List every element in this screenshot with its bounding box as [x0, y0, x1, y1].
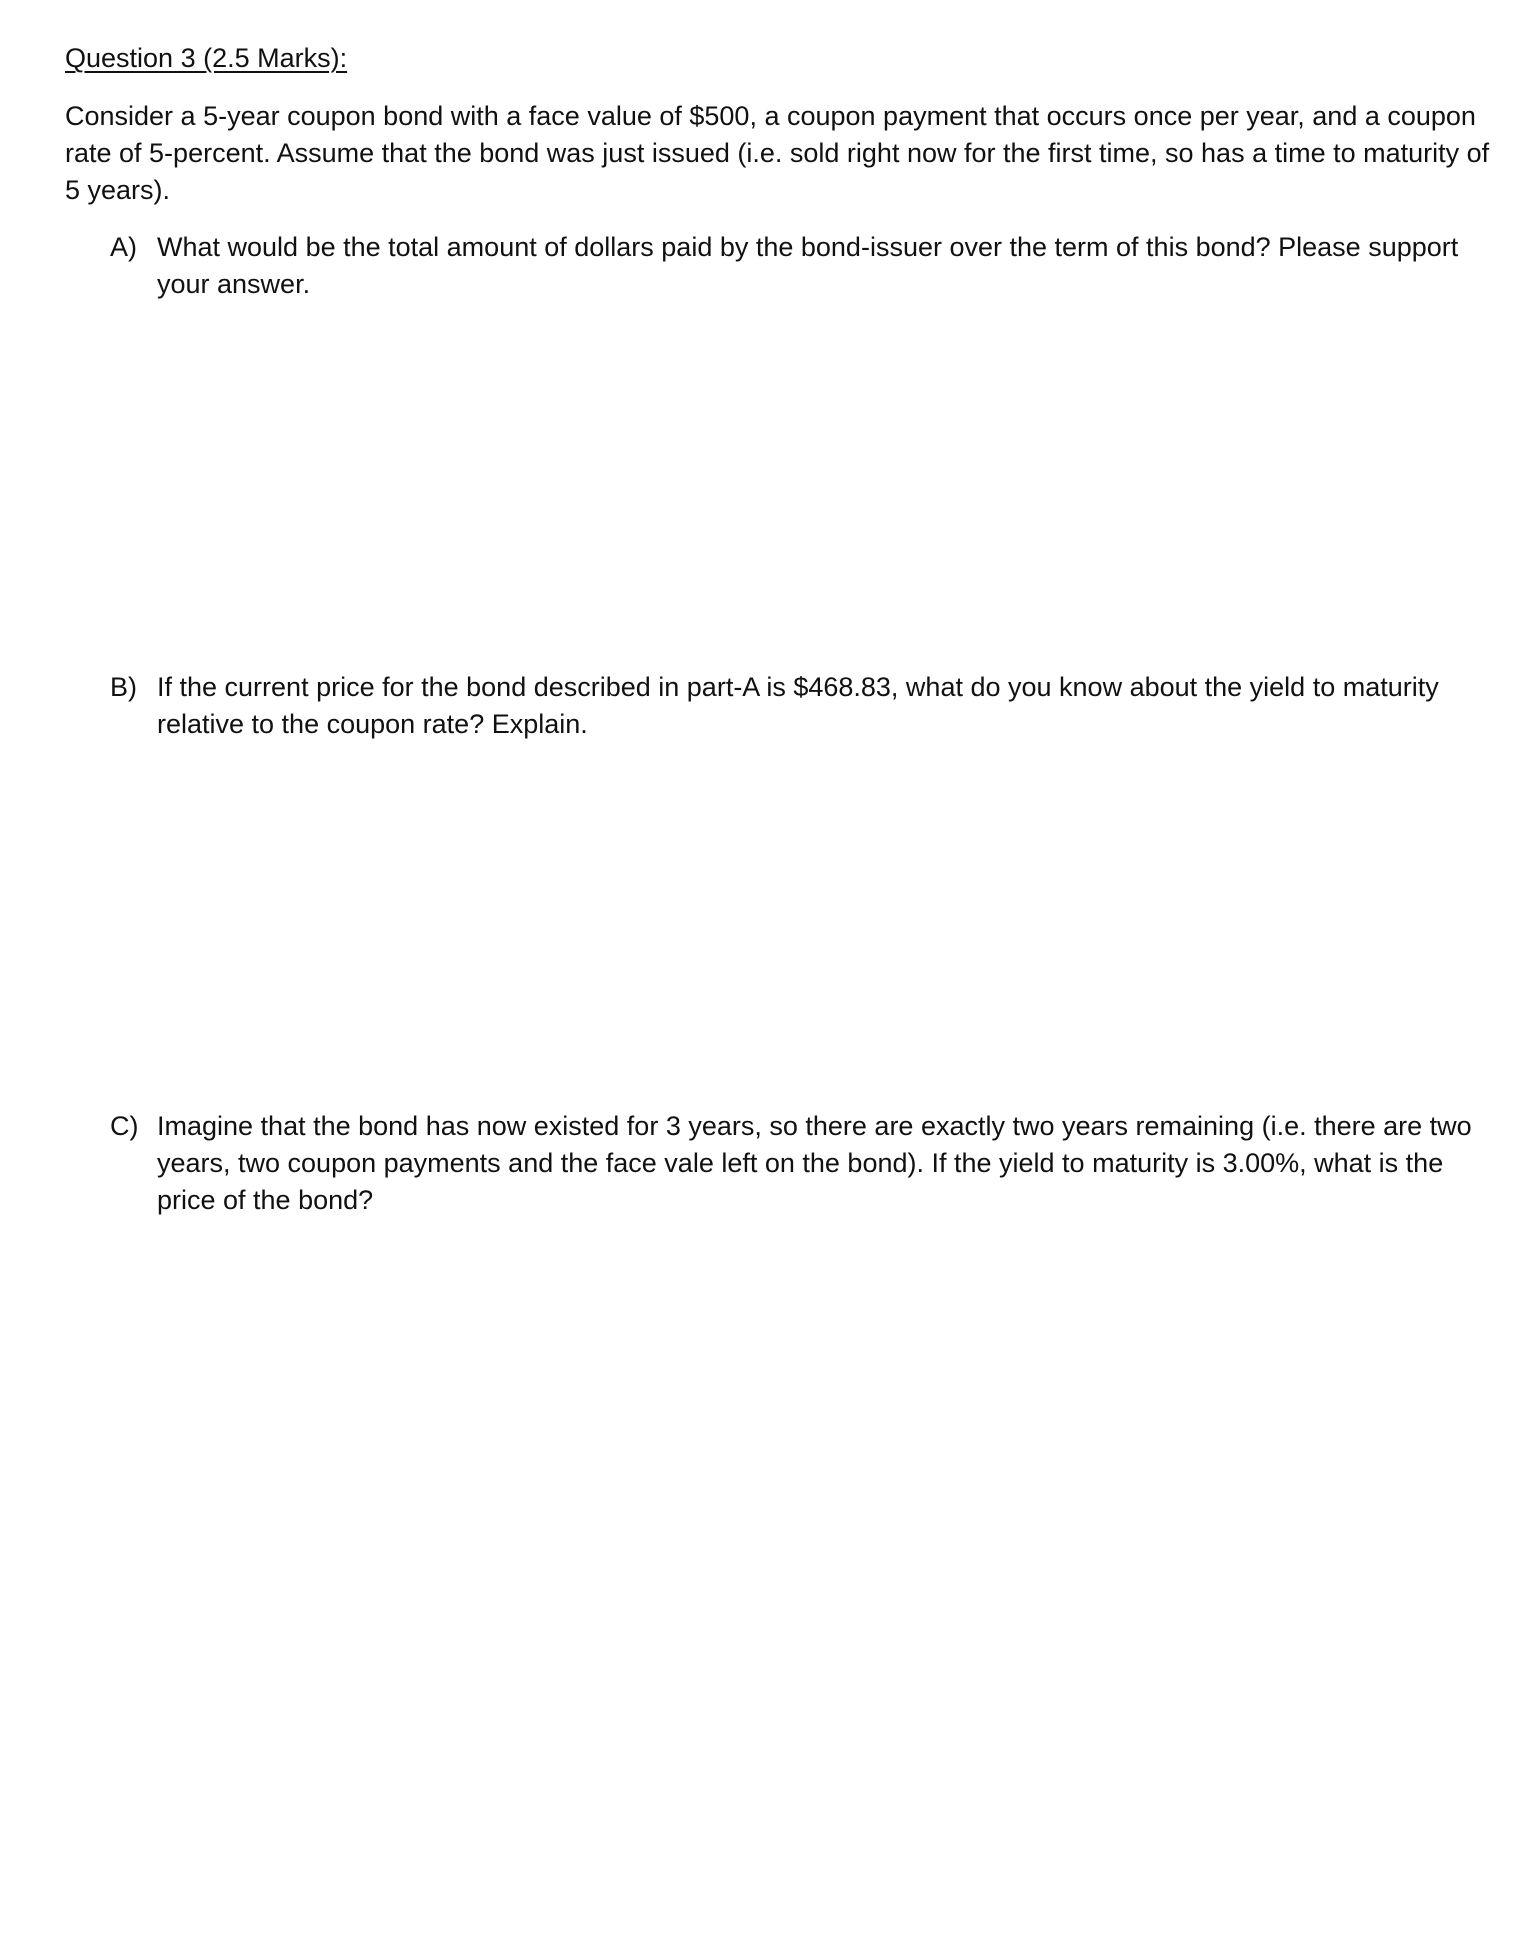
- question-intro: [65, 98, 1490, 209]
- part-c-text: [157, 1108, 1487, 1219]
- part-a-line: What would be the total amount of dollars paid by the bond-issuer over the term of this bond? Please support: [157, 232, 1459, 262]
- part-b-label: B): [110, 672, 137, 702]
- part-b-line: If the current price for the bond described in part-A is $468.83, what do you know about the yield to maturity: [157, 672, 1439, 702]
- part-a-label: A): [110, 232, 137, 262]
- intro-line: Consider a 5-year coupon bond with a face value of $500, a coupon payment that occurs once per year, and a coupon: [65, 101, 1476, 131]
- question-heading: Question 3 (2.5 Marks):: [65, 43, 348, 73]
- part-a-text: [157, 229, 1487, 303]
- intro-line: rate of 5-percent. Assume that the bond was just issued (i.e. sold right now for the first time, so has a time to maturity of: [65, 138, 1490, 168]
- part-b-text: [157, 669, 1487, 743]
- part-c-label: C): [110, 1111, 139, 1141]
- intro-line: 5 years).: [65, 175, 171, 205]
- part-c-line: years, two coupon payments and the face vale left on the bond). If the yield to maturity is 3.00%, what is the: [157, 1148, 1444, 1178]
- part-a-line: your answer.: [157, 269, 311, 299]
- part-c-line: price of the bond?: [157, 1185, 374, 1215]
- part-b-line: relative to the coupon rate? Explain.: [157, 709, 588, 739]
- part-c-line: Imagine that the bond has now existed for 3 years, so there are exactly two years remaining (i.e. there are two: [157, 1111, 1472, 1141]
